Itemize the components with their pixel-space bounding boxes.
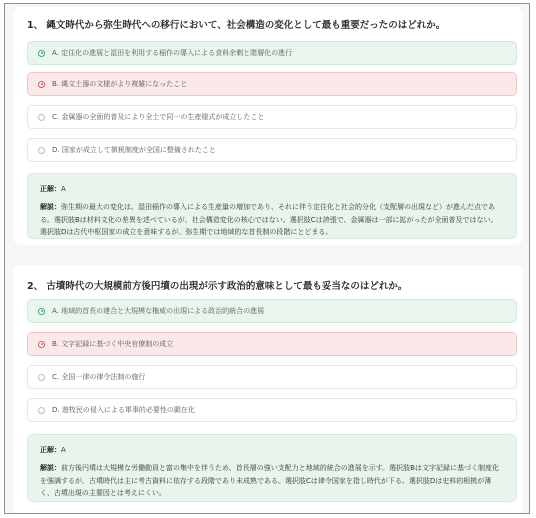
- answer-label: 正解：: [40, 185, 61, 193]
- question-card-1: [13, 7, 523, 245]
- option-d[interactable]: [27, 138, 517, 162]
- radio-selected-icon[interactable]: [38, 308, 45, 315]
- option-label: B. 文字記録に基づく中央官僚制の成立: [52, 340, 174, 348]
- answer-panel: [27, 173, 517, 239]
- question-card-2: [13, 265, 523, 514]
- option-a[interactable]: [27, 299, 517, 323]
- radio-selected-icon[interactable]: [38, 341, 45, 348]
- answer-panel: [27, 434, 517, 502]
- explanation-text: 弥生期の最大の変化は、湿田稲作の導入による生産量の増加であり、それに伴う定住化と社会的分化（支配層の出現など）が進んだ点である。選択肢Bは材料文化の差異を述べているが、社会構造変化の核心ではない。選択肢Cは誇張で、金属器は一部に拡がったが全面普及ではない。選択肢Dは古代中枢国家の成立を意味するが、弥生期では地域的な首長制の段階にとどまる。: [40, 203, 498, 236]
- radio-icon[interactable]: [38, 407, 45, 414]
- explanation-label: 解説：: [40, 203, 61, 211]
- answer-value: A: [61, 446, 66, 454]
- question-title: 2、 古墳時代の大規模前方後円墳の出現が示す政治的意味として最も妥当なのはどれか。: [27, 281, 408, 292]
- radio-icon[interactable]: [38, 374, 45, 381]
- explanation: [40, 201, 504, 239]
- option-c[interactable]: [27, 365, 517, 389]
- explanation-text: 前方後円墳は大規模な労働動員と富の集中を伴うため、首長層の強い支配力と地域的統合の進展を示す。選択肢Bは文字記録に基づく制度化を強調するが、古墳時代は主に考古資料に依存する段階であり未成熟である。選択肢Cは律令国家を指し時代が下る。選択肢Dは史料的根拠が薄く、古墳出現の主要因とは考えにくい。: [40, 464, 499, 497]
- option-label: C. 全国一律の律令法制の施行: [52, 373, 146, 381]
- answer-row: [40, 184, 504, 194]
- explanation: [40, 462, 504, 500]
- question-title: 1、 縄文時代から弥生時代への移行において、社会構造の変化として最も重要だったのはどれか。: [27, 20, 446, 31]
- option-label: A. 地域的首長の連合と大規模な権威の出現による政治的統合の進展: [52, 307, 265, 315]
- quiz-window: [4, 3, 530, 514]
- radio-selected-icon[interactable]: [38, 81, 45, 88]
- option-label: C. 金属器の全面的普及により全土で同一の生産様式が成立したこと: [52, 113, 265, 121]
- explanation-label: 解説：: [40, 464, 61, 472]
- answer-value: A: [61, 185, 66, 193]
- radio-selected-icon[interactable]: [38, 50, 45, 57]
- option-c[interactable]: [27, 105, 517, 129]
- option-label: A. 定住化の進展と湿田を利用する稲作の導入による食料余剰と階層化の進行: [52, 49, 293, 57]
- option-b[interactable]: [27, 72, 517, 96]
- option-label: D. 遊牧民の侵入による軍事的必要性の顕在化: [52, 406, 195, 414]
- answer-row: [40, 445, 504, 455]
- option-b[interactable]: [27, 332, 517, 356]
- option-label: B. 縄文土器の文様がより複雑になったこと: [52, 80, 188, 88]
- radio-icon[interactable]: [38, 114, 45, 121]
- answer-label: 正解：: [40, 446, 61, 454]
- option-a[interactable]: [27, 41, 517, 65]
- option-label: D. 国家が成立して徴税制度が全国に整備されたこと: [52, 146, 216, 154]
- radio-icon[interactable]: [38, 147, 45, 154]
- option-d[interactable]: [27, 398, 517, 422]
